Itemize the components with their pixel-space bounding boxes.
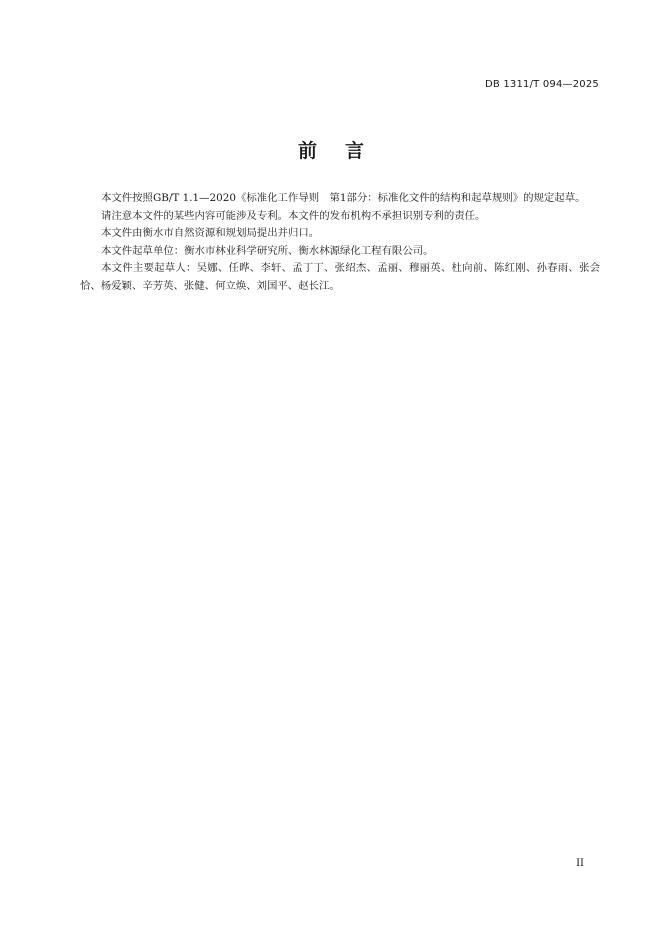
title-char-2: 言 xyxy=(345,140,365,162)
document-code: DB 1311/T 094—2025 xyxy=(485,79,599,90)
title-char-1: 前 xyxy=(297,140,317,162)
paragraph-proposer: 本文件由衡水市自然资源和规划局提出并归口。 xyxy=(101,227,320,240)
page-title xyxy=(0,136,662,163)
paragraph-patent-notice: 请注意本文件的某些内容可能涉及专利。本文件的发布机构不承担识别专利的责任。 xyxy=(101,209,486,222)
paragraph-standard-basis: 本文件按照GB/T 1.1—2020《标准化工作导则 第1部分：标准化文件的结构和起草规则》的规定起草。 xyxy=(101,192,586,204)
paragraph-drafting-units: 本文件起草单位：衡水市林业科学研究所、衡水林源绿化工程有限公司。 xyxy=(101,244,434,257)
page-number: II xyxy=(576,858,584,869)
foreword-body xyxy=(80,190,600,296)
paragraph-drafters: 本文件主要起草人：吴娜、任晔、李轩、孟丁丁、张绍杰、孟丽、穆丽英、杜向前、陈红刚、孙春雨、张会恰、杨爱颖、辛芳英、张健、何立焕、刘国平、赵长江。 xyxy=(80,262,600,292)
